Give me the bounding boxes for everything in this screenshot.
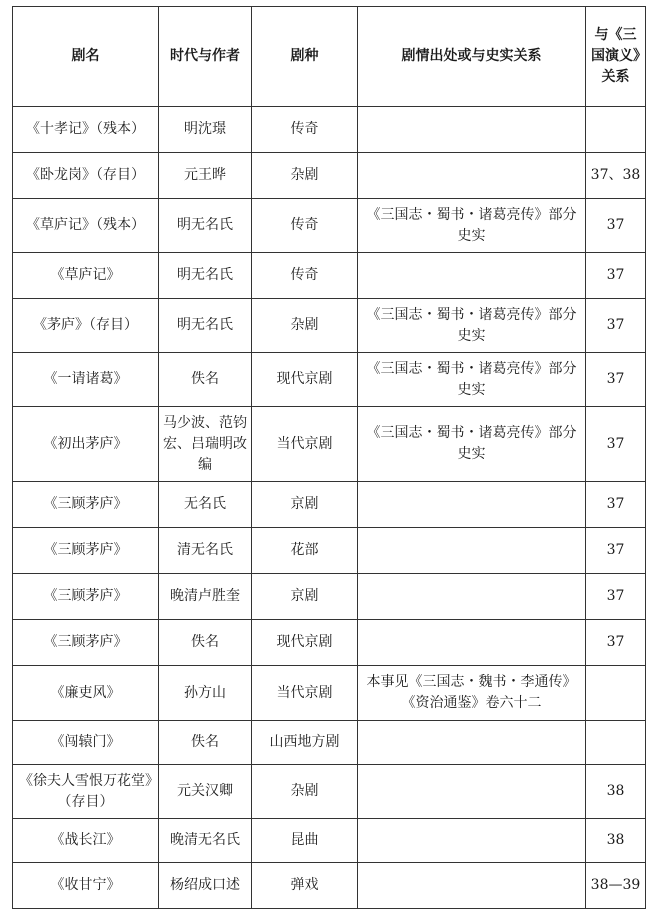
cell-relation: 37 xyxy=(586,253,646,299)
cell-genre: 山西地方剧 xyxy=(252,721,358,765)
cell-source xyxy=(358,253,586,299)
cell-title: 《三顾茅庐》 xyxy=(13,482,159,528)
cell-relation: 37 xyxy=(586,199,646,253)
cell-era-author: 明无名氏 xyxy=(159,299,252,353)
cell-title: 《一请诸葛》 xyxy=(13,353,159,407)
cell-source: 《三国志・蜀书・诸葛亮传》部分史实 xyxy=(358,199,586,253)
cell-era-author: 杨绍成口述 xyxy=(159,863,252,909)
cell-source: 《三国志・蜀书・诸葛亮传》部分史实 xyxy=(358,407,586,482)
cell-genre: 花部 xyxy=(252,528,358,574)
cell-genre: 杂剧 xyxy=(252,299,358,353)
cell-title: 《徐夫人雪恨万花堂》（存目） xyxy=(13,765,159,819)
cell-genre: 传奇 xyxy=(252,199,358,253)
cell-relation xyxy=(586,107,646,153)
cell-era-author: 清无名氏 xyxy=(159,528,252,574)
cell-era-author: 无名氏 xyxy=(159,482,252,528)
cell-era-author: 佚名 xyxy=(159,353,252,407)
cell-title: 《三顾茅庐》 xyxy=(13,528,159,574)
cell-era-author: 孙方山 xyxy=(159,666,252,721)
cell-title: 《初出茅庐》 xyxy=(13,407,159,482)
cell-title: 《收甘宁》 xyxy=(13,863,159,909)
cell-title: 《三顾茅庐》 xyxy=(13,574,159,620)
cell-genre: 杂剧 xyxy=(252,765,358,819)
cell-genre: 杂剧 xyxy=(252,153,358,199)
cell-source xyxy=(358,620,586,666)
table-row xyxy=(13,574,646,620)
cell-relation: 38—39 xyxy=(586,863,646,909)
cell-genre: 京剧 xyxy=(252,574,358,620)
table-row xyxy=(13,620,646,666)
cell-source xyxy=(358,528,586,574)
cell-title: 《草庐记》 xyxy=(13,253,159,299)
header-source: 剧情出处或与史实关系 xyxy=(358,7,586,107)
cell-source xyxy=(358,482,586,528)
cell-source xyxy=(358,107,586,153)
cell-relation: 37 xyxy=(586,407,646,482)
cell-relation: 37 xyxy=(586,620,646,666)
table-row xyxy=(13,863,646,909)
cell-era-author: 明无名氏 xyxy=(159,199,252,253)
cell-source xyxy=(358,819,586,863)
cell-relation: 38 xyxy=(586,765,646,819)
table-row xyxy=(13,299,646,353)
cell-title: 《卧龙岗》（存目） xyxy=(13,153,159,199)
cell-genre: 现代京剧 xyxy=(252,353,358,407)
cell-source: 《三国志・蜀书・诸葛亮传》部分史实 xyxy=(358,353,586,407)
cell-genre: 传奇 xyxy=(252,253,358,299)
cell-era-author: 佚名 xyxy=(159,620,252,666)
cell-genre: 弹戏 xyxy=(252,863,358,909)
cell-era-author: 明无名氏 xyxy=(159,253,252,299)
cell-relation: 38 xyxy=(586,819,646,863)
table-row xyxy=(13,482,646,528)
cell-title: 《茅庐》（存目） xyxy=(13,299,159,353)
cell-era-author: 佚名 xyxy=(159,721,252,765)
table-row xyxy=(13,153,646,199)
cell-title: 《战长江》 xyxy=(13,819,159,863)
table-row xyxy=(13,765,646,819)
table-row xyxy=(13,819,646,863)
cell-genre: 京剧 xyxy=(252,482,358,528)
cell-era-author: 晚清无名氏 xyxy=(159,819,252,863)
cell-era-author: 晚清卢胜奎 xyxy=(159,574,252,620)
table-row xyxy=(13,353,646,407)
cell-title: 《十孝记》（残本） xyxy=(13,107,159,153)
cell-era-author: 元关汉卿 xyxy=(159,765,252,819)
cell-relation: 37 xyxy=(586,482,646,528)
cell-title: 《三顾茅庐》 xyxy=(13,620,159,666)
cell-source xyxy=(358,153,586,199)
cell-era-author: 马少波、范钧宏、吕瑞明改编 xyxy=(159,407,252,482)
table-body xyxy=(13,107,646,909)
cell-source: 《三国志・蜀书・诸葛亮传》部分史实 xyxy=(358,299,586,353)
cell-genre: 现代京剧 xyxy=(252,620,358,666)
cell-genre: 当代京剧 xyxy=(252,407,358,482)
header-row xyxy=(13,7,646,107)
table-row xyxy=(13,528,646,574)
cell-era-author: 元王晔 xyxy=(159,153,252,199)
cell-source xyxy=(358,574,586,620)
header-title: 剧名 xyxy=(13,7,159,107)
table-row xyxy=(13,666,646,721)
table-row xyxy=(13,253,646,299)
table-row xyxy=(13,107,646,153)
header-genre: 剧种 xyxy=(252,7,358,107)
cell-title: 《廉吏风》 xyxy=(13,666,159,721)
cell-relation: 37 xyxy=(586,528,646,574)
cell-genre: 当代京剧 xyxy=(252,666,358,721)
cell-source: 本事见《三国志・魏书・李通传》《资治通鉴》卷六十二 xyxy=(358,666,586,721)
cell-relation: 37 xyxy=(586,299,646,353)
cell-era-author: 明沈璟 xyxy=(159,107,252,153)
table-row xyxy=(13,407,646,482)
cell-relation: 37、38 xyxy=(586,153,646,199)
cell-source xyxy=(358,863,586,909)
drama-table xyxy=(12,6,646,909)
table-row xyxy=(13,721,646,765)
cell-relation: 37 xyxy=(586,353,646,407)
cell-source xyxy=(358,721,586,765)
cell-title: 《草庐记》（残本） xyxy=(13,199,159,253)
cell-relation: 37 xyxy=(586,574,646,620)
cell-relation xyxy=(586,721,646,765)
cell-genre: 传奇 xyxy=(252,107,358,153)
cell-genre: 昆曲 xyxy=(252,819,358,863)
table-row xyxy=(13,199,646,253)
cell-relation xyxy=(586,666,646,721)
header-era-author: 时代与作者 xyxy=(159,7,252,107)
cell-source xyxy=(358,765,586,819)
header-relation: 与《三国演义》关系 xyxy=(586,7,646,107)
cell-title: 《闯辕门》 xyxy=(13,721,159,765)
